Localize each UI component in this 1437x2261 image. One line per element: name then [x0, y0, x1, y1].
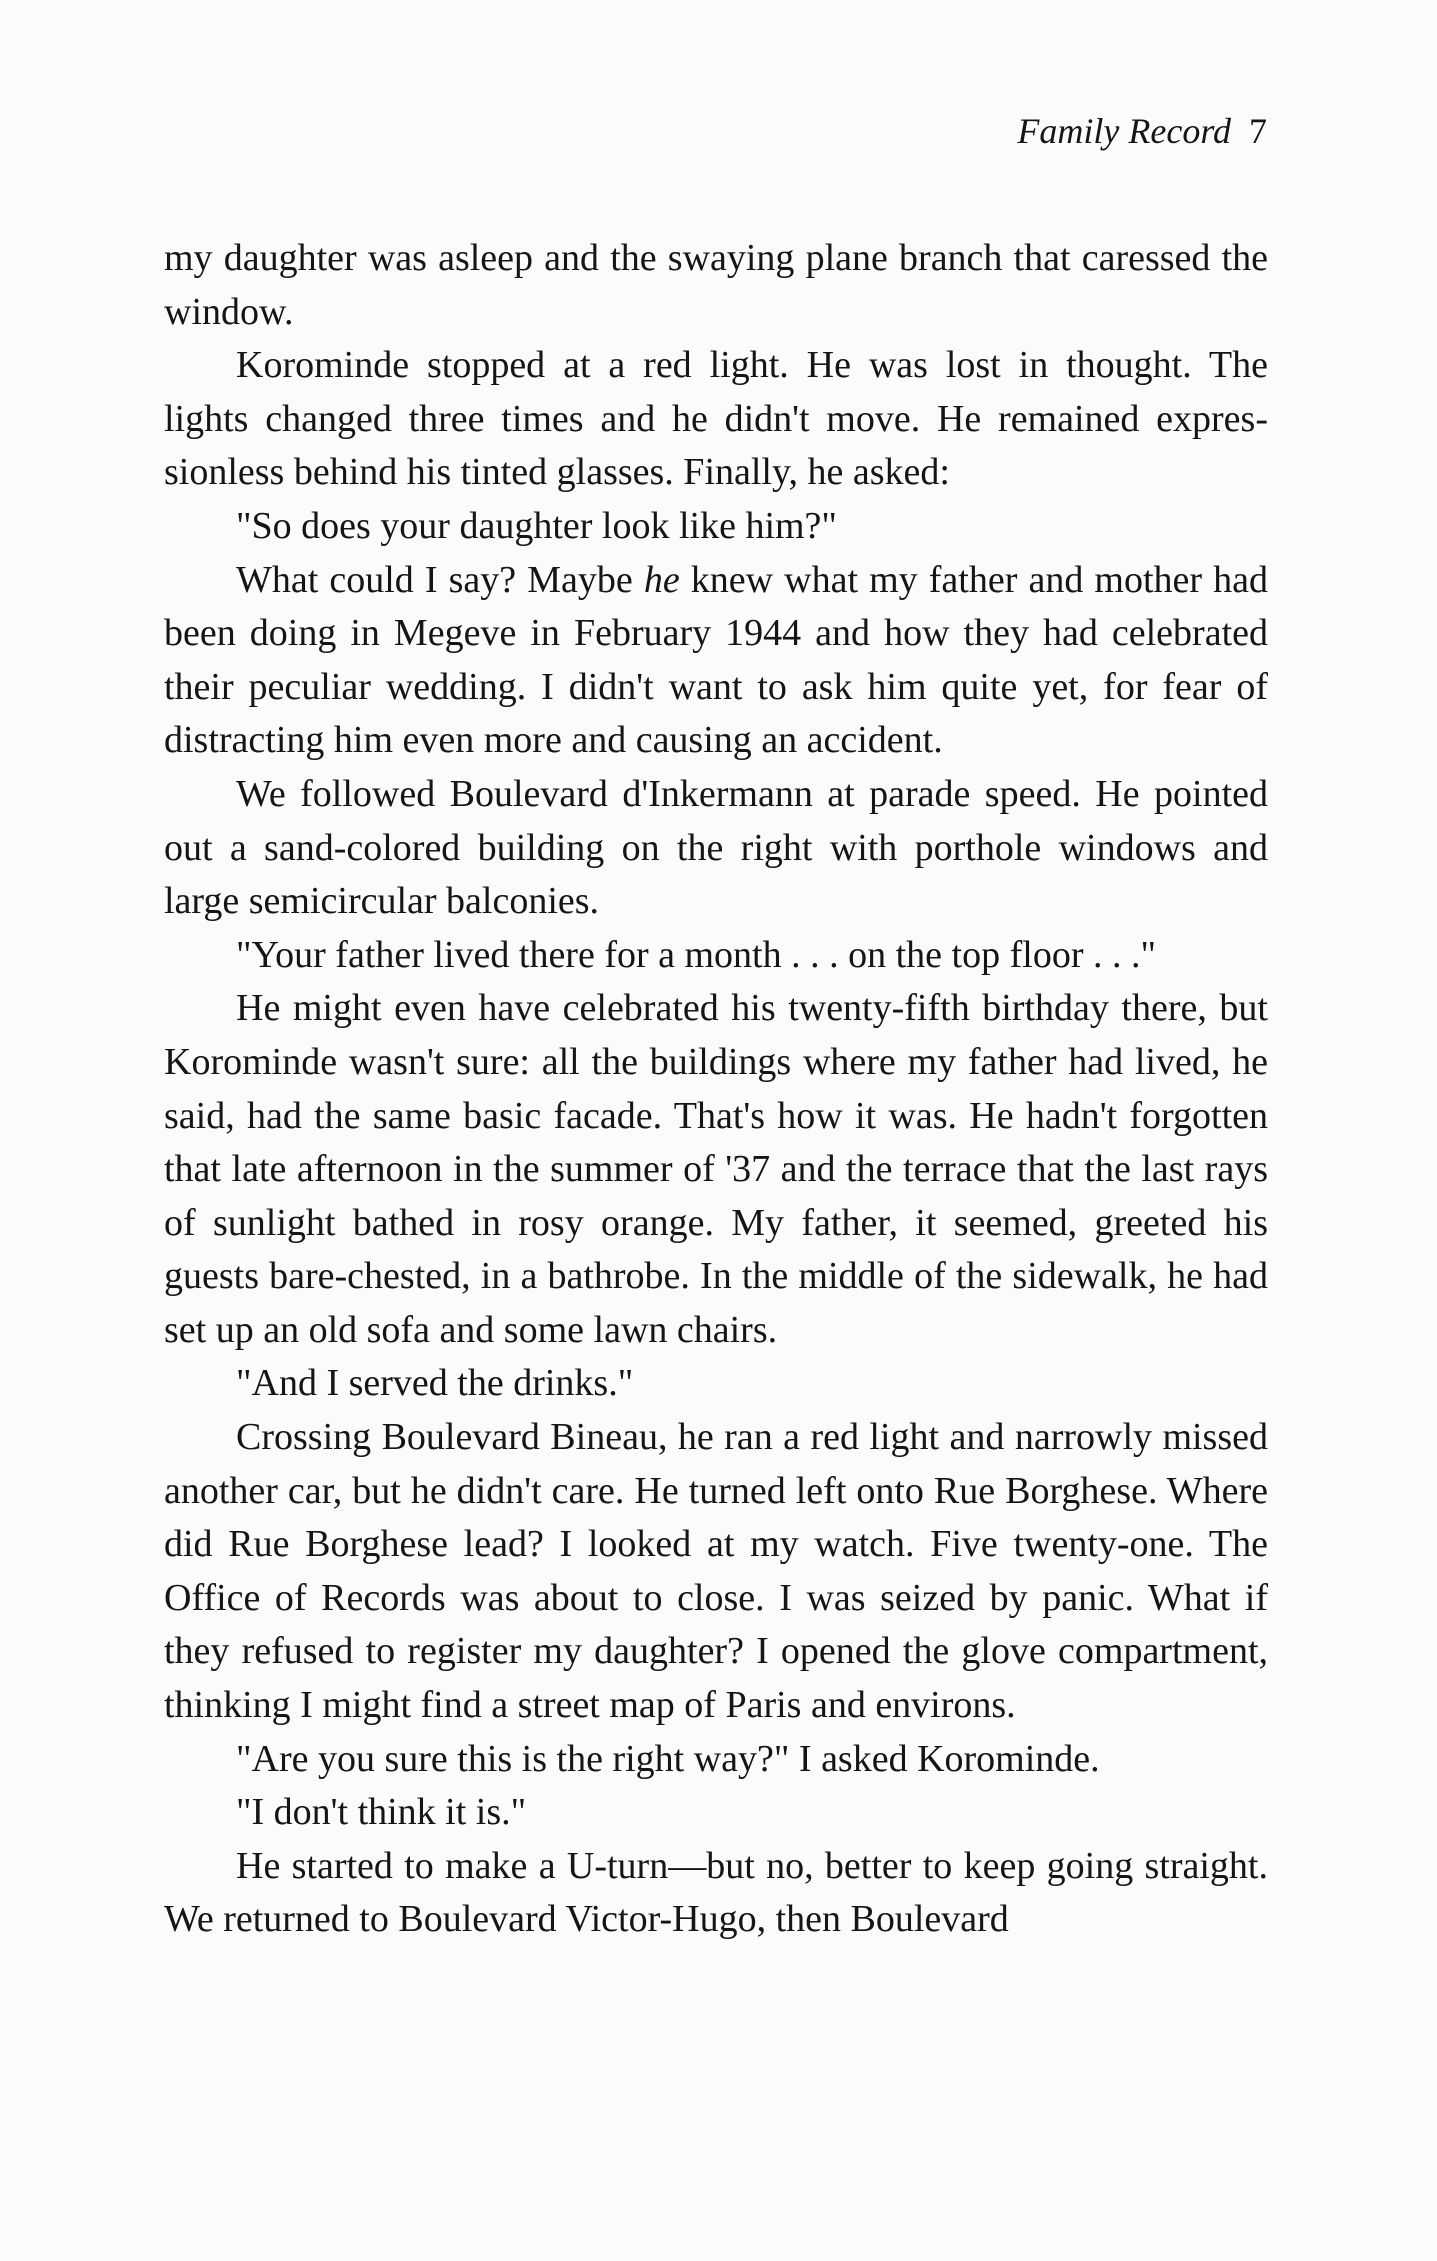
paragraph-10: "Are you sure this is the right way?" I asked Korominde.	[236, 1737, 1100, 1780]
running-title: Family Record	[1017, 111, 1231, 151]
page-number: 7	[1249, 111, 1267, 151]
paragraph-4	[164, 554, 1268, 768]
paragraph-4-after: knew what my father and mother had been doing in Megeve in February 1944 and how they had celebrated their peculiar wedding. I didn't want to ask him quite yet, for fear of distracting him even more and causing an accident.	[164, 558, 1268, 762]
paragraph-4-italic: he	[643, 558, 680, 601]
paragraph-3: "So does your daughter look like him?"	[236, 504, 837, 547]
paragraph-12: He started to make a U-turn—but no, better to keep going straight. We returned to Boulevard Victor-Hugo, then Boulevard	[164, 1844, 1268, 1941]
paragraph-6: "Your father lived there for a month . . . on the top floor . . ."	[236, 933, 1156, 976]
paragraph-4-before: What could I say? Maybe	[236, 558, 644, 601]
paragraph-11: "I don't think it is."	[236, 1791, 527, 1834]
paragraph-9: Crossing Boulevard Bineau, he ran a red light and narrowly missed another car, but he didn't care. He turned left onto Rue Borghese. Where did Rue Borghese lead? I looked at my watch. Five twenty-one. The Office of Records was about to close. I was seized by panic. What if they refused to register my daughter? I opened the glove compartment, thinking I might find a street map of Paris and environs.	[164, 1416, 1268, 1727]
paragraph-8: "And I served the drinks."	[236, 1362, 634, 1405]
body-text	[164, 232, 1268, 1947]
paragraph-5: We followed Boulevard d'Inkermann at parade speed. He pointed out a sand-colored building on the right with porthole windows and large semicircular balconies.	[164, 772, 1268, 923]
running-head	[1017, 108, 1267, 154]
paragraph-1: my daughter was asleep and the swaying plane branch that caressed the window.	[164, 237, 1268, 333]
paragraph-7: He might even have celebrated his twenty-fifth birthday there, but Korominde wasn't sure: all the buildings where my father had lived, he said, had the same basic facade. That's how it was. He hadn't forgotten that late afternoon in the summer of '37 and the terrace that the last rays of sunlight bathed in rosy orange. My father, it seemed, greeted his guests bare-chested, in a bathrobe. In the middle of the sidewalk, he had set up an old sofa and some lawn chairs.	[164, 987, 1268, 1351]
paragraph-2: Korominde stopped at a red light. He was lost in thought. The lights changed three times and he didn't move. He remained expressionless behind his tinted glasses. Finally, he asked:	[164, 344, 1268, 494]
